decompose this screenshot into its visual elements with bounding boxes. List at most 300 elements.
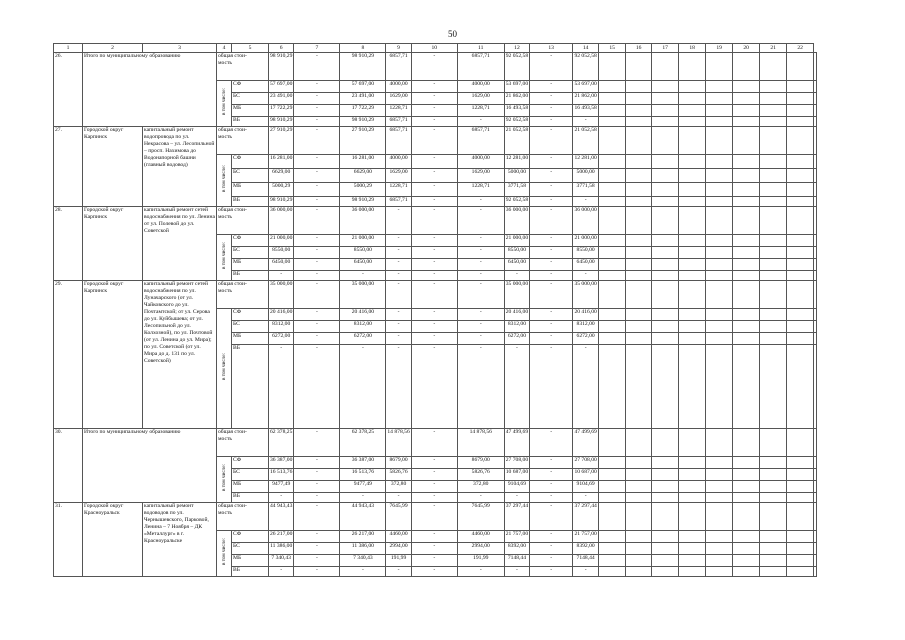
value-cell: 6450,00 — [269, 259, 294, 271]
value-cell: - — [530, 321, 573, 333]
empty-cell — [733, 321, 760, 333]
funding-source: СФ — [232, 309, 269, 321]
empty-cell — [760, 345, 787, 429]
total-cost-label: общая стои- мость — [217, 53, 269, 81]
value-cell: - — [294, 555, 340, 567]
empty-cell — [760, 271, 787, 281]
value-cell: - — [530, 197, 573, 207]
value-cell: 8550,00 — [573, 247, 599, 259]
empty-cell — [814, 183, 817, 197]
value-cell: 16 513,76 — [340, 469, 386, 481]
value-cell: - — [294, 259, 340, 271]
value-cell: - — [294, 197, 340, 207]
empty-cell — [787, 481, 814, 493]
value-cell: 8312,00 — [573, 321, 599, 333]
value-cell: 36 000,00 — [573, 207, 599, 235]
including-label — [217, 155, 232, 207]
value-cell: 5000,00 — [504, 169, 529, 183]
value-cell: 2994,00 — [457, 543, 504, 555]
value-cell: 9477,49 — [269, 481, 294, 493]
empty-cell — [626, 543, 652, 555]
empty-cell — [814, 493, 817, 503]
value-cell: - — [294, 457, 340, 469]
funding-source: ВБ — [232, 197, 269, 207]
empty-cell — [706, 117, 733, 127]
value-cell: - — [294, 429, 340, 457]
empty-cell — [814, 207, 817, 235]
value-cell: - — [457, 567, 504, 577]
empty-cell — [599, 117, 626, 127]
empty-cell — [626, 53, 652, 81]
empty-cell — [787, 555, 814, 567]
empty-cell — [626, 333, 652, 345]
value-cell: 6272,00 — [504, 333, 529, 345]
including-label — [217, 309, 232, 429]
empty-cell — [733, 53, 760, 81]
value-cell: - — [411, 127, 457, 155]
empty-cell — [706, 247, 733, 259]
value-cell: 20 416,00 — [269, 309, 294, 321]
empty-cell — [787, 127, 814, 155]
value-cell: 21 862,00 — [504, 93, 529, 105]
funding-source: БС — [232, 321, 269, 333]
empty-cell — [760, 457, 787, 469]
empty-cell — [706, 457, 733, 469]
value-cell: 6272,00 — [340, 333, 386, 345]
value-cell: - — [530, 81, 573, 93]
value-cell: - — [411, 333, 457, 345]
empty-cell — [599, 169, 626, 183]
value-cell: - — [457, 493, 504, 503]
funding-source: СФ — [232, 457, 269, 469]
empty-cell — [733, 481, 760, 493]
funding-source: ВБ — [232, 493, 269, 503]
empty-cell — [760, 105, 787, 117]
value-cell: 26 217,00 — [340, 531, 386, 543]
empty-cell — [599, 333, 626, 345]
empty-cell — [733, 117, 760, 127]
empty-cell — [814, 155, 817, 169]
empty-cell — [787, 93, 814, 105]
column-number-13: 13 — [530, 44, 573, 53]
value-cell: - — [294, 155, 340, 169]
empty-cell — [760, 207, 787, 235]
column-number-2: 2 — [83, 44, 143, 53]
value-cell: - — [457, 271, 504, 281]
value-cell: 191,99 — [386, 555, 411, 567]
value-cell: - — [530, 53, 573, 81]
empty-cell — [706, 93, 733, 105]
value-cell: 7148,44 — [573, 555, 599, 567]
value-cell: - — [386, 271, 411, 281]
value-cell: - — [269, 567, 294, 577]
empty-cell — [626, 567, 652, 577]
column-number-6: 6 — [269, 44, 294, 53]
funding-source: МБ — [232, 105, 269, 117]
empty-cell — [626, 117, 652, 127]
value-cell: 6450,00 — [573, 259, 599, 271]
value-cell: - — [411, 481, 457, 493]
value-cell: 6629,00 — [269, 169, 294, 183]
value-cell: 1228,71 — [386, 183, 411, 197]
value-cell: 191,99 — [457, 555, 504, 567]
value-cell: - — [294, 481, 340, 493]
empty-cell — [814, 81, 817, 93]
empty-cell — [679, 531, 706, 543]
value-cell: 8312,00 — [269, 321, 294, 333]
value-cell: 36 000,00 — [269, 207, 294, 235]
value-cell: 6857,71 — [457, 53, 504, 81]
empty-cell — [599, 207, 626, 235]
empty-cell — [652, 259, 679, 271]
value-cell: - — [573, 271, 599, 281]
empty-cell — [599, 429, 626, 457]
value-cell: - — [530, 567, 573, 577]
value-cell: 4000,00 — [386, 155, 411, 169]
empty-cell — [733, 333, 760, 345]
value-cell: 47 499,69 — [573, 429, 599, 457]
empty-cell — [652, 543, 679, 555]
empty-cell — [626, 309, 652, 321]
value-cell: 37 297,44 — [573, 503, 599, 531]
empty-cell — [814, 53, 817, 81]
empty-cell — [679, 493, 706, 503]
value-cell: 27 910,29 — [340, 127, 386, 155]
empty-cell — [787, 105, 814, 117]
total-cost-label: общая стои- мость — [217, 127, 269, 155]
value-cell: 27 708,00 — [504, 457, 529, 469]
empty-cell — [706, 271, 733, 281]
value-cell: 6857,71 — [386, 197, 411, 207]
empty-cell — [760, 481, 787, 493]
municipality-name: Городской округ Карпинск — [83, 207, 143, 281]
row-number: 29. — [54, 281, 83, 429]
value-cell: 14 878,56 — [386, 429, 411, 457]
empty-cell — [626, 555, 652, 567]
empty-cell — [706, 127, 733, 155]
value-cell: 5826,76 — [386, 469, 411, 481]
value-cell: 1228,71 — [457, 105, 504, 117]
empty-cell — [814, 321, 817, 333]
value-cell: - — [386, 259, 411, 271]
value-cell: 6857,71 — [457, 127, 504, 155]
empty-cell — [787, 457, 814, 469]
empty-cell — [760, 493, 787, 503]
empty-cell — [652, 169, 679, 183]
empty-cell — [652, 567, 679, 577]
column-number-10: 10 — [411, 44, 457, 53]
empty-cell — [599, 503, 626, 531]
value-cell: - — [530, 469, 573, 481]
value-cell: 20 416,00 — [504, 309, 529, 321]
empty-cell — [760, 321, 787, 333]
value-cell: 36 387,00 — [269, 457, 294, 469]
empty-cell — [652, 321, 679, 333]
empty-cell — [733, 555, 760, 567]
value-cell: 23 491,00 — [340, 93, 386, 105]
empty-cell — [679, 567, 706, 577]
value-cell: 372,80 — [457, 481, 504, 493]
empty-cell — [679, 155, 706, 169]
value-cell: - — [530, 457, 573, 469]
empty-cell — [787, 53, 814, 81]
value-cell: - — [294, 235, 340, 247]
empty-cell — [706, 281, 733, 309]
value-cell: - — [411, 169, 457, 183]
column-number-12: 12 — [504, 44, 529, 53]
empty-cell — [760, 333, 787, 345]
row-number: 30. — [54, 429, 83, 503]
value-cell: - — [530, 333, 573, 345]
empty-cell — [652, 235, 679, 247]
value-cell: - — [530, 235, 573, 247]
empty-cell — [706, 345, 733, 429]
work-description: капитальный ремонт сетей водоснабжения по ул. Луначарского (от ул. Чайковского до ул. Почтамтской; от ул. Серова до ул. Куйбышева; от ул. Лесопильной до ул. Колхозной), по ул. Почтовой (от ул. Ленина до ул. Мира); по ул. Советской (от ул. Мира до д. 131 по ул. Советской) — [143, 281, 217, 429]
empty-cell — [814, 309, 817, 321]
value-cell: - — [504, 271, 529, 281]
value-cell: 6450,00 — [504, 259, 529, 271]
empty-cell — [679, 117, 706, 127]
value-cell: - — [294, 309, 340, 321]
value-cell: 8312,00 — [504, 321, 529, 333]
empty-cell — [599, 197, 626, 207]
value-cell: - — [386, 247, 411, 259]
value-cell: - — [411, 93, 457, 105]
empty-cell — [652, 127, 679, 155]
value-cell: - — [386, 321, 411, 333]
value-cell: - — [411, 429, 457, 457]
value-cell: - — [504, 345, 529, 429]
funding-source: БС — [232, 469, 269, 481]
value-cell: - — [457, 309, 504, 321]
value-cell: - — [411, 105, 457, 117]
empty-cell — [814, 567, 817, 577]
value-cell: - — [411, 155, 457, 169]
empty-cell — [706, 207, 733, 235]
value-cell: 8550,00 — [269, 247, 294, 259]
table-row — [54, 53, 817, 81]
value-cell: 98 910,29 — [269, 197, 294, 207]
empty-cell — [787, 81, 814, 93]
value-cell: 9104,69 — [504, 481, 529, 493]
value-cell: - — [386, 207, 411, 235]
total-cost-label: общая стои- мость — [217, 281, 269, 309]
value-cell: 98 910,29 — [269, 117, 294, 127]
empty-cell — [733, 345, 760, 429]
funding-source: БС — [232, 543, 269, 555]
value-cell: - — [294, 93, 340, 105]
empty-cell — [760, 259, 787, 271]
empty-cell — [679, 207, 706, 235]
empty-cell — [733, 429, 760, 457]
value-cell: - — [386, 567, 411, 577]
empty-cell — [652, 281, 679, 309]
value-cell: 21 000,00 — [340, 235, 386, 247]
funding-source: ВБ — [232, 117, 269, 127]
empty-cell — [652, 93, 679, 105]
row-number: 31. — [54, 503, 83, 577]
value-cell: 4000,00 — [457, 155, 504, 169]
value-cell: - — [530, 531, 573, 543]
empty-cell — [706, 259, 733, 271]
empty-cell — [626, 345, 652, 429]
value-cell: - — [411, 309, 457, 321]
empty-cell — [760, 567, 787, 577]
empty-cell — [599, 555, 626, 567]
value-cell: - — [411, 259, 457, 271]
empty-cell — [679, 53, 706, 81]
table-row — [54, 207, 817, 235]
value-cell: - — [294, 503, 340, 531]
municipality-name: Городской округ Карпинск — [83, 281, 143, 429]
value-cell: 12 281,00 — [573, 155, 599, 169]
empty-cell — [706, 321, 733, 333]
column-number-11: 11 — [457, 44, 504, 53]
empty-cell — [679, 333, 706, 345]
value-cell: 1629,00 — [457, 93, 504, 105]
empty-cell — [760, 247, 787, 259]
value-cell: 35 000,00 — [269, 281, 294, 309]
empty-cell — [679, 503, 706, 531]
value-cell: - — [294, 321, 340, 333]
empty-cell — [679, 281, 706, 309]
empty-cell — [626, 169, 652, 183]
empty-cell — [760, 309, 787, 321]
empty-cell — [787, 309, 814, 321]
value-cell: 92 052,58 — [573, 53, 599, 81]
empty-cell — [787, 235, 814, 247]
empty-cell — [814, 281, 817, 309]
empty-cell — [814, 469, 817, 481]
value-cell: - — [411, 345, 457, 429]
value-cell: 10 687,00 — [573, 469, 599, 481]
value-cell: - — [504, 567, 529, 577]
empty-cell — [599, 235, 626, 247]
value-cell: - — [530, 429, 573, 457]
value-cell: 53 697,00 — [573, 81, 599, 93]
empty-cell — [652, 247, 679, 259]
value-cell: 7 340,43 — [269, 555, 294, 567]
value-cell: - — [530, 481, 573, 493]
value-cell: - — [294, 127, 340, 155]
value-cell: - — [411, 197, 457, 207]
value-cell: 36 000,00 — [504, 207, 529, 235]
empty-cell — [760, 127, 787, 155]
empty-cell — [787, 531, 814, 543]
value-cell: - — [530, 105, 573, 117]
empty-cell — [733, 503, 760, 531]
value-cell: 8679,00 — [457, 457, 504, 469]
empty-cell — [706, 183, 733, 197]
empty-cell — [679, 543, 706, 555]
funding-source: МБ — [232, 555, 269, 567]
value-cell: 23 491,00 — [269, 93, 294, 105]
value-cell: - — [530, 207, 573, 235]
value-cell: - — [457, 333, 504, 345]
value-cell: 8550,00 — [504, 247, 529, 259]
value-cell: 92 052,58 — [504, 117, 529, 127]
empty-cell — [787, 345, 814, 429]
column-number-17: 17 — [652, 44, 679, 53]
empty-cell — [706, 81, 733, 93]
value-cell: 26 217,00 — [269, 531, 294, 543]
including-label-text: в том числе: — [221, 165, 227, 193]
value-cell: - — [386, 345, 411, 429]
empty-cell — [679, 183, 706, 197]
empty-cell — [814, 235, 817, 247]
value-cell: 16 493,58 — [573, 105, 599, 117]
including-label — [217, 531, 232, 577]
empty-cell — [787, 169, 814, 183]
value-cell: 8312,00 — [340, 321, 386, 333]
value-cell: 8392,00 — [504, 543, 529, 555]
empty-cell — [706, 235, 733, 247]
column-number-7: 7 — [294, 44, 340, 53]
empty-cell — [652, 309, 679, 321]
funding-source: МБ — [232, 183, 269, 197]
empty-cell — [787, 543, 814, 555]
empty-cell — [679, 93, 706, 105]
value-cell: - — [573, 345, 599, 429]
empty-cell — [679, 169, 706, 183]
value-cell: - — [411, 503, 457, 531]
funding-source: СФ — [232, 531, 269, 543]
value-cell: - — [457, 235, 504, 247]
empty-cell — [679, 271, 706, 281]
empty-cell — [814, 93, 817, 105]
empty-cell — [599, 259, 626, 271]
empty-cell — [626, 271, 652, 281]
value-cell: - — [294, 531, 340, 543]
value-cell: - — [457, 247, 504, 259]
empty-cell — [787, 469, 814, 481]
empty-cell — [733, 469, 760, 481]
value-cell: - — [411, 567, 457, 577]
empty-cell — [760, 155, 787, 169]
empty-cell — [652, 555, 679, 567]
including-label — [217, 235, 232, 281]
empty-cell — [787, 429, 814, 457]
empty-cell — [599, 127, 626, 155]
empty-cell — [814, 169, 817, 183]
value-cell: - — [411, 183, 457, 197]
empty-cell — [814, 503, 817, 531]
empty-cell — [679, 345, 706, 429]
empty-cell — [679, 247, 706, 259]
empty-cell — [679, 81, 706, 93]
value-cell: - — [457, 207, 504, 235]
funding-source: ВБ — [232, 271, 269, 281]
funding-source: МБ — [232, 333, 269, 345]
value-cell: - — [530, 309, 573, 321]
empty-cell — [760, 169, 787, 183]
value-cell: 21 862,00 — [573, 93, 599, 105]
value-cell: 7148,44 — [504, 555, 529, 567]
empty-cell — [814, 247, 817, 259]
value-cell: - — [411, 247, 457, 259]
value-cell: - — [411, 531, 457, 543]
municipality-total-label: Итого по муниципальному образованию — [83, 53, 217, 127]
empty-cell — [679, 105, 706, 117]
empty-cell — [733, 81, 760, 93]
value-cell: 37 297,44 — [504, 503, 529, 531]
value-cell: - — [294, 281, 340, 309]
empty-cell — [760, 281, 787, 309]
value-cell: - — [386, 281, 411, 309]
empty-cell — [814, 457, 817, 469]
including-label-text: в том числе: — [221, 353, 227, 381]
empty-cell — [814, 105, 817, 117]
